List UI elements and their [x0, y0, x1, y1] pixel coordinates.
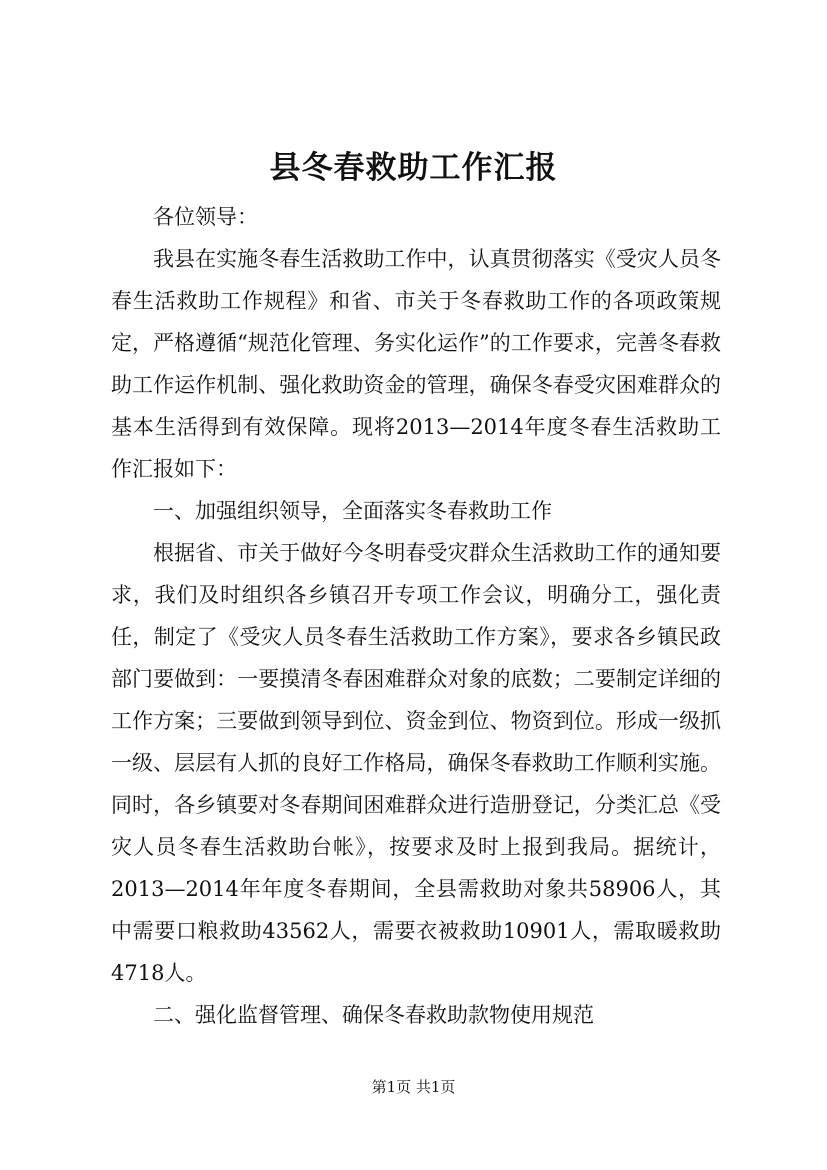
section-heading-1: 一、加强组织领导，全面落实冬春救助工作: [153, 499, 552, 523]
paragraph-intro: 我县在实施冬春生活救助工作中，认真贯彻落实《受灾人员冬春生活救助工作规程》和省、市关于冬春救助工作的各项政策规定，严格遵循“规范化管理、务实化运作”的工作要求，完善冬春救助工作运作机制、强化救助资金的管理，确保冬春受灾困难群众的基本生活得到有效保障。现将2013—2014年度冬春生活救助工作汇报如下：: [111, 247, 721, 481]
paragraph-section-1: 根据省、市关于做好今冬明春受灾群众生活救助工作的通知要求，我们及时组织各乡镇召开专项工作会议，明确分工，强化责任，制定了《受灾人员冬春生活救助工作方案》，要求各乡镇民政部门要做到：一要摸清冬春困难群众对象的底数；二要制定详细的工作方案；三要做到领导到位、资金到位、物资到位。形成一级抓一级、层层有人抓的良好工作格局，确保冬春救助工作顺利实施。同时，各乡镇要对冬春期间困难群众进行造册登记，分类汇总《受灾人员冬春生活救助台帐》，按要求及时上报到我局。据统计，2013—2014年年度冬春期间，全县需救助对象共58906人，其中需要口粮救助43562人，需要衣被救助10901人，需取暖救助4718人。: [111, 541, 721, 985]
document-title: 县冬春救助工作汇报: [269, 150, 558, 186]
section-heading-2: 二、强化监督管理、确保冬春救助款物使用规范: [153, 1003, 594, 1027]
page-footer: 第1页 共1页: [371, 1078, 456, 1096]
document-body: [111, 196, 721, 1036]
salutation: 各位领导：: [153, 205, 258, 229]
